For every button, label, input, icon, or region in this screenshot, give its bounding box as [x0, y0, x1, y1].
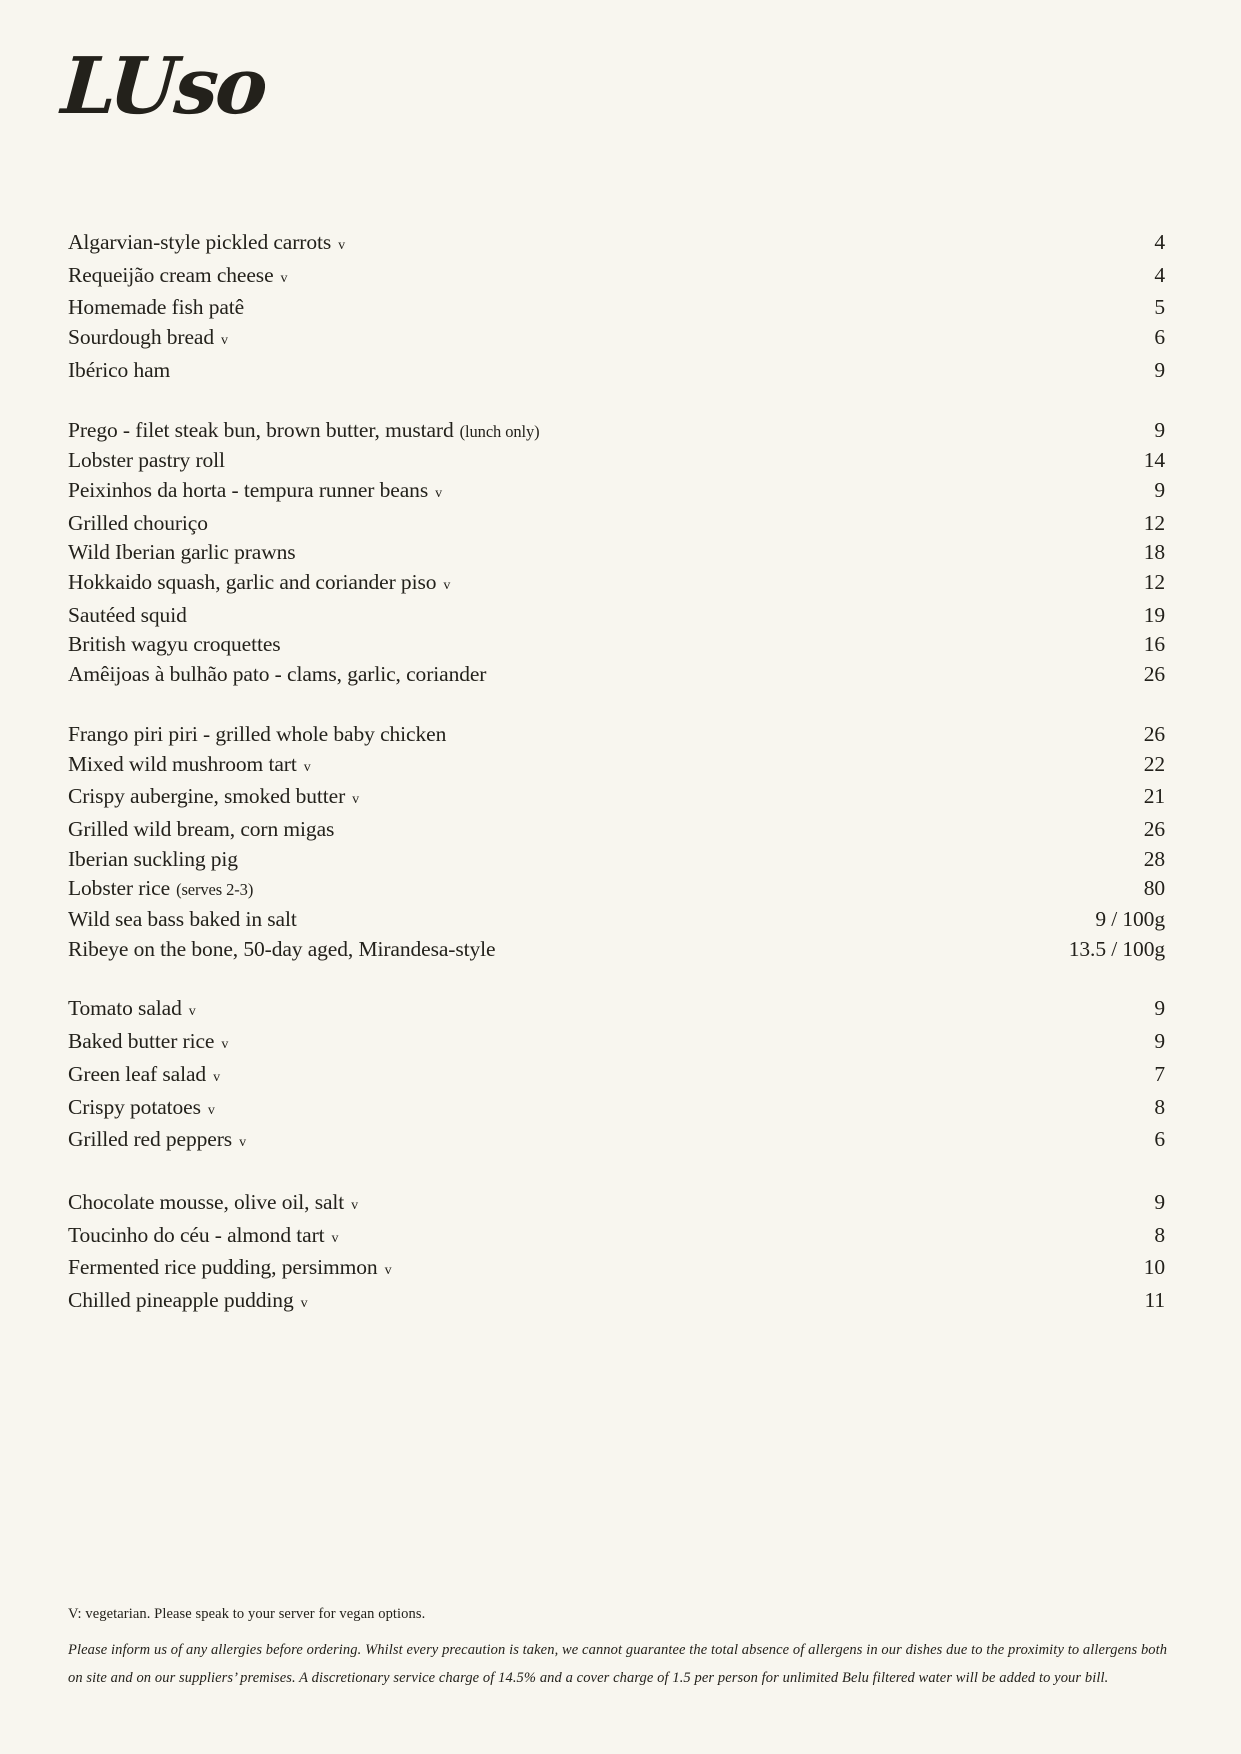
- menu-item-row: [68, 1027, 1165, 1060]
- menu-item-name-wrap: [68, 660, 486, 690]
- menu-item-row: [68, 994, 1165, 1027]
- menu-item-name: Chocolate mousse, olive oil, salt: [68, 1189, 345, 1214]
- vegetarian-marker: v: [221, 1037, 229, 1053]
- menu-item-name-wrap: [68, 509, 208, 539]
- menu-item-name-wrap: [68, 630, 281, 660]
- menu-item-row: [68, 356, 1165, 386]
- menu-item-name: Sautéed squid: [68, 602, 187, 627]
- menu-item-name: Wild sea bass baked in salt: [68, 907, 297, 932]
- vegetarian-marker: v: [280, 270, 288, 286]
- menu-item-name: Mixed wild mushroom tart: [68, 751, 297, 776]
- menu-item-name-wrap: [68, 994, 196, 1027]
- menu-section-starters: [68, 416, 1165, 690]
- vegetarian-marker: v: [300, 1296, 308, 1312]
- menu-item-name: British wagyu croquettes: [68, 632, 281, 657]
- vegetarian-marker: v: [352, 792, 360, 808]
- menu-item-price: 6: [1154, 1127, 1165, 1152]
- menu-item-name: Requeijão cream cheese: [68, 262, 274, 287]
- vegetarian-marker: v: [188, 1004, 196, 1020]
- menu-item-row: [68, 1221, 1165, 1254]
- menu-item-name-wrap: [68, 874, 253, 905]
- menu-item-row: [68, 1060, 1165, 1093]
- menu-item-row: [68, 509, 1165, 539]
- menu-item-name: Prego - filet steak bun, brown butter, mustard: [68, 417, 454, 442]
- menu-item-name-wrap: [68, 356, 170, 386]
- menu-item-price: 26: [1143, 662, 1165, 687]
- menu-item-name-wrap: [68, 1060, 220, 1093]
- menu-item-name-wrap: [68, 1188, 358, 1221]
- menu-item-price: 6: [1154, 325, 1165, 350]
- menu-item-name-wrap: [68, 782, 359, 815]
- allergen-service-note: Please inform us of any allergies before ordering. Whilst every precaution is taken, we cannot guarantee the total absence of allergens in our dishes due to the proximity to allergens both on site and on our suppliers’ premises. A discretionary service charge of 14.5% and a cover charge of 1.5 per person for unlimited Belu filtered water will be added to your bill.: [68, 1642, 1168, 1686]
- menu-item-name: Ribeye on the bone, 50-day aged, Mirandesa-style: [68, 936, 496, 961]
- vegetarian-marker: v: [443, 578, 451, 594]
- menu-item-price: 26: [1143, 721, 1165, 746]
- menu-item-row: [68, 446, 1165, 476]
- menu-item-row: [68, 782, 1165, 815]
- menu-item-price: 9: [1154, 1189, 1165, 1214]
- menu-item-name: Amêijoas à bulhão pato - clams, garlic, coriander: [68, 662, 487, 687]
- menu-item-name: Grilled red peppers: [68, 1127, 233, 1152]
- menu-item-price: 8: [1154, 1222, 1165, 1247]
- restaurant-logo: LUso: [58, 41, 268, 132]
- menu-item-row: [68, 1286, 1165, 1319]
- menu-item-name: Crispy potatoes: [68, 1094, 201, 1119]
- menu-item-note: (lunch only): [459, 421, 540, 441]
- menu-item-row: [68, 905, 1165, 935]
- vegetarian-marker: v: [384, 1263, 392, 1279]
- menu-item-name: Toucinho do céu - almond tart: [68, 1222, 325, 1247]
- vegetarian-marker: v: [213, 1069, 220, 1085]
- menu-item-row: [68, 293, 1165, 323]
- menu-item-name: Homemade fish patê: [68, 295, 245, 320]
- vegetarian-note: V: vegetarian. Please speak to your server for vegan options.: [68, 1606, 426, 1622]
- menu-item-price: 9: [1154, 477, 1165, 502]
- menu-item-name: Crispy aubergine, smoked butter: [68, 784, 346, 809]
- menu-section-mains: [68, 720, 1165, 965]
- menu-item-name-wrap: [68, 476, 442, 509]
- menu-item-name-wrap: [68, 323, 228, 356]
- menu-item-row: [68, 630, 1165, 660]
- vegetarian-marker: v: [338, 238, 346, 253]
- menu-item-price: 16: [1143, 632, 1165, 657]
- vegetarian-marker: v: [435, 485, 443, 501]
- menu-item-name: Hokkaido squash, garlic and coriander piso: [68, 570, 437, 595]
- menu-item-name-wrap: [68, 446, 225, 476]
- menu-item-name: Lobster rice: [68, 876, 171, 901]
- menu-item-name: Peixinhos da horta - tempura runner beans: [68, 477, 429, 502]
- menu-item-name-wrap: [68, 1093, 215, 1126]
- menu-item-price: 9 / 100g: [1095, 907, 1165, 932]
- menu-item-price: 12: [1143, 570, 1165, 595]
- menu-item-price: 11: [1144, 1288, 1165, 1313]
- menu-item-name-wrap: [68, 720, 446, 750]
- menu-item-row: [68, 720, 1165, 750]
- menu-item-price: 22: [1143, 751, 1165, 776]
- menu-item-name: Ibérico ham: [68, 357, 171, 382]
- menu-item-price: 80: [1143, 876, 1165, 901]
- vegetarian-marker: v: [207, 1102, 215, 1118]
- menu-item-row: [68, 1125, 1165, 1158]
- menu-item-name: Wild Iberian garlic prawns: [68, 540, 296, 565]
- menu-item-name-wrap: [68, 293, 244, 323]
- menu-item-row: [68, 815, 1165, 845]
- menu-item-name-wrap: [68, 845, 238, 875]
- menu-item-name-wrap: [68, 228, 345, 261]
- menu-item-name-wrap: [68, 1253, 391, 1286]
- menu-item-price: 18: [1143, 540, 1165, 565]
- menu-item-row: [68, 476, 1165, 509]
- menu-item-price: 19: [1143, 602, 1165, 627]
- menu-item-price: 10: [1143, 1255, 1165, 1280]
- menu-item-row: [68, 1188, 1165, 1221]
- menu-item-name: Tomato salad: [68, 996, 182, 1021]
- menu-item-row: [68, 660, 1165, 690]
- menu-item-price: 9: [1154, 1029, 1165, 1054]
- menu-item-price: 26: [1143, 816, 1165, 841]
- menu-item-name-wrap: [68, 815, 334, 845]
- menu-item-name: Grilled wild bream, corn migas: [68, 816, 335, 841]
- menu-item-row: [68, 601, 1165, 631]
- menu-item-name: Lobster pastry roll: [68, 448, 225, 473]
- menu-item-name: Sourdough bread: [68, 325, 214, 350]
- menu-item-row: [68, 228, 1165, 261]
- menu-item-row: [68, 1253, 1165, 1286]
- menu-item-price: 8: [1154, 1094, 1165, 1119]
- menu-item-name-wrap: [68, 538, 296, 568]
- menu-item-name: Green leaf salad: [68, 1061, 207, 1086]
- vegetarian-marker: v: [239, 1135, 246, 1151]
- menu-item-price: 5: [1154, 295, 1165, 320]
- menu-item-name: Iberian suckling pig: [68, 846, 238, 871]
- menu-item-row: [68, 1093, 1165, 1126]
- menu-item-name: Algarvian-style pickled carrots: [68, 230, 332, 254]
- menu-item-name: Chilled pineapple pudding: [68, 1288, 294, 1313]
- menu-item-price: 9: [1154, 417, 1165, 442]
- menu-item-price: 4: [1154, 230, 1165, 254]
- footer: [68, 1606, 1169, 1692]
- menu-section-sides: [68, 994, 1165, 1158]
- menu-item-row: [68, 323, 1165, 356]
- menu-item-name-wrap: [68, 905, 297, 935]
- menu-item-name: Baked butter rice: [68, 1029, 215, 1054]
- menu-item-note: (serves 2-3): [176, 880, 254, 900]
- menu-item-price: 7: [1154, 1061, 1165, 1086]
- menu-item-price: 9: [1154, 357, 1165, 382]
- menu-item-price: 28: [1143, 846, 1165, 871]
- menu-item-row: [68, 750, 1165, 783]
- menu-sections: [68, 228, 1165, 1319]
- menu-item-price: 4: [1154, 262, 1165, 287]
- menu-item-name-wrap: [68, 601, 187, 631]
- menu-item-price: 21: [1143, 784, 1165, 809]
- menu-item-name: Frango piri piri - grilled whole baby chicken: [68, 721, 447, 746]
- menu-item-row: [68, 538, 1165, 568]
- menu-section-snacks: [68, 228, 1165, 386]
- menu-item-name-wrap: [68, 568, 450, 601]
- menu-item-price: 13.5 / 100g: [1068, 936, 1165, 961]
- menu-item-row: [68, 874, 1165, 905]
- vegetarian-marker: v: [221, 333, 228, 349]
- menu-item-name-wrap: [68, 750, 311, 783]
- menu-item-row: [68, 568, 1165, 601]
- menu-item-name: Fermented rice pudding, persimmon: [68, 1255, 378, 1280]
- menu-item-price: 12: [1143, 510, 1165, 535]
- menu-item-name-wrap: [68, 1125, 246, 1158]
- vegetarian-marker: v: [331, 1230, 339, 1246]
- menu-item-name-wrap: [68, 1286, 308, 1319]
- menu-item-name-wrap: [68, 1027, 228, 1060]
- vegetarian-marker: v: [351, 1197, 359, 1213]
- menu-section-desserts: [68, 1188, 1165, 1319]
- menu-item-name-wrap: [68, 935, 495, 965]
- menu-item-row: [68, 416, 1165, 447]
- menu-item-row: [68, 261, 1165, 294]
- menu-item-name-wrap: [68, 261, 287, 294]
- vegetarian-marker: v: [303, 759, 311, 775]
- menu-item-row: [68, 845, 1165, 875]
- menu-item-name-wrap: [68, 416, 540, 447]
- menu-item-price: 9: [1154, 996, 1165, 1021]
- menu-item-name: Grilled chouriço: [68, 510, 208, 535]
- menu-item-name-wrap: [68, 1221, 338, 1254]
- menu-item-row: [68, 935, 1165, 965]
- menu-item-price: 14: [1143, 448, 1165, 473]
